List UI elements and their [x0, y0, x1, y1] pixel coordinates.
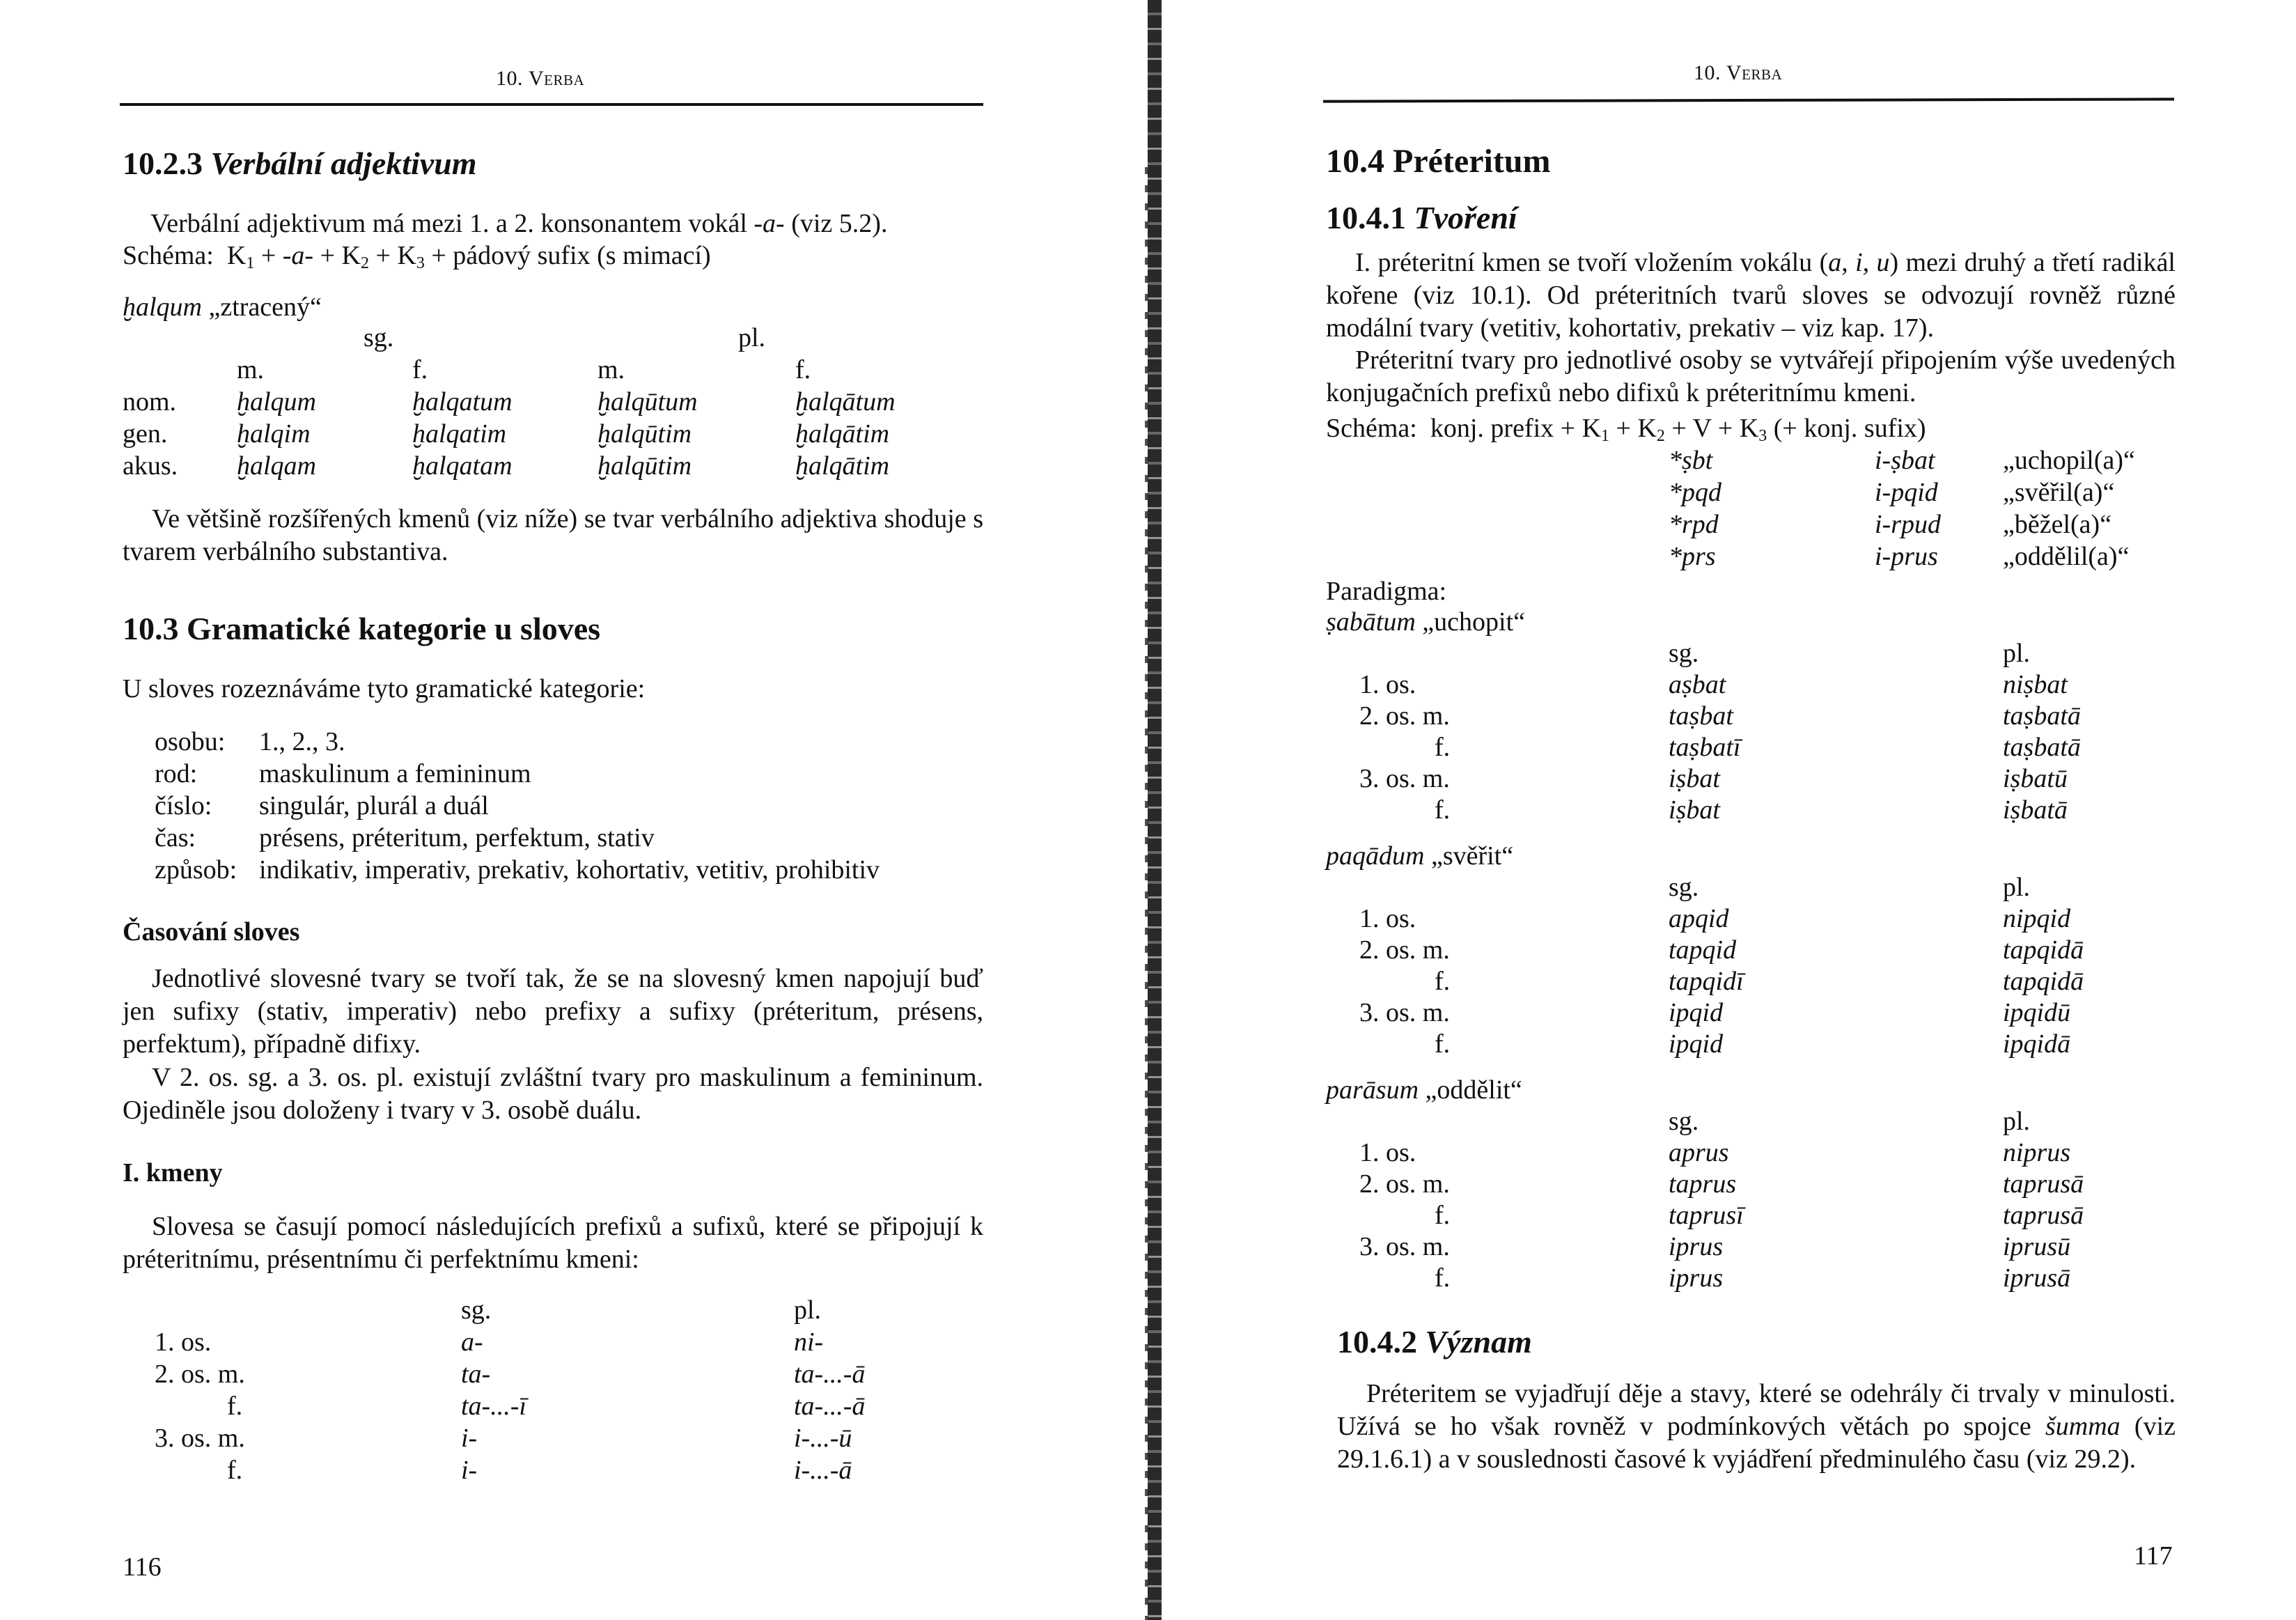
formula-part: + K	[368, 241, 416, 270]
paradigm-heading	[1326, 1074, 1522, 1106]
table-cell: taṣbatā	[2003, 733, 2081, 762]
formula-part: + pádový sufix (s mimací)	[424, 241, 711, 270]
table-cell: ḫalqatim	[412, 419, 507, 449]
category-value: maskulinum a femininum	[259, 759, 531, 788]
chapter-title: Verba	[529, 67, 585, 90]
root: *prs	[1669, 542, 1716, 571]
person-label: 3. os. m.	[1359, 998, 1450, 1027]
heading-title: Verbální adjektivum	[210, 146, 477, 181]
para-italic: a, i, u	[1828, 248, 1890, 277]
chapter-number: 10.	[496, 67, 523, 90]
table-cell: iprusā	[2003, 1263, 2071, 1293]
person-label: 1. os.	[155, 1327, 212, 1357]
heading-10-4-1	[1326, 199, 1517, 236]
person-label: 3. os. m.	[155, 1424, 245, 1453]
case-label: gen.	[123, 419, 168, 449]
subscript: 1	[246, 254, 255, 272]
person-label: 1. os.	[1359, 904, 1416, 933]
table-cell: tapqid	[1669, 935, 1737, 965]
category-label: čas:	[155, 823, 196, 852]
table-cell: niprus	[2003, 1138, 2071, 1167]
formula-part: + V + K	[1664, 414, 1759, 443]
table-cell: tapqidā	[2003, 967, 2084, 996]
para-text: ) mezi druhý a třetí radikál kořene (viz 10.1). Od préteritních tvarů sloves se odvozují rovněž různé modální tvary (vetitiv, kohortativ, prekativ – viz kap. 17).	[1326, 248, 2176, 343]
heading-number: 10.4.2	[1337, 1324, 1417, 1360]
category-label: rod:	[155, 759, 198, 788]
subscript: 1	[1601, 427, 1610, 445]
para-text: Préteritní tvary pro jednotlivé osoby se vytvářejí připojením výše uvedených konjugačních prefixů nebo difixů k préteritnímu kmeni.	[1326, 345, 2176, 407]
person-label: 3. os. m.	[1359, 1232, 1450, 1261]
para-text: Ve většině rozšířených kmenů (viz níže) se tvar verbálního adjektiva shoduje s tvarem verbálního substantiva.	[123, 504, 983, 566]
heading-title: Gramatické kategorie u sloves	[187, 611, 601, 646]
table-cell: ḫalqātim	[795, 451, 890, 481]
paradigm-gloss: „svěřit“	[1430, 841, 1514, 871]
para-text: (viz 5.2).	[791, 209, 888, 238]
col-head-pl: pl.	[2003, 639, 2031, 668]
gender-head: m.	[237, 355, 265, 384]
formula-part: (+ konj. sufix)	[1767, 414, 1926, 443]
table-cell: tapqidī	[1669, 967, 1744, 996]
para-text: Préteritem se vyjadřují děje a stavy, které se odehrály či trvaly v minulosti. Užívá se ho však rovněž v podmínkových větách po spojce	[1337, 1379, 2176, 1441]
table-cell: apqid	[1669, 904, 1729, 933]
schema-line	[1326, 412, 1926, 444]
page-number: 116	[123, 1552, 162, 1582]
heading-10-4	[1326, 142, 1551, 180]
subscript: 3	[1758, 427, 1767, 445]
person-label: f.	[227, 1392, 243, 1421]
formula-part: konj. prefix + K	[1430, 414, 1602, 443]
person-label: f.	[1435, 1263, 1451, 1293]
table-cell: taprus	[1669, 1169, 1737, 1199]
example-word: ḫalqum	[123, 293, 202, 322]
category-label: osobu:	[155, 727, 226, 756]
category-label: číslo:	[155, 791, 212, 820]
table-cell: aṣbat	[1669, 670, 1726, 699]
heading-10-4-2	[1337, 1323, 1532, 1360]
root-gloss: „svěřil(a)“	[2003, 478, 2115, 507]
table-cell: ḫalqūtum	[598, 387, 698, 416]
person-label: f.	[1435, 1201, 1451, 1230]
schema-label: Schéma:	[1326, 414, 1417, 443]
table-cell: aprus	[1669, 1138, 1729, 1167]
formula-part: -a-	[282, 241, 314, 270]
heading-number: 10.3	[123, 611, 179, 646]
heading-number: 10.4.1	[1326, 200, 1406, 235]
table-cell: iṣbatā	[2003, 795, 2068, 825]
table-cell: taṣbatā	[2003, 701, 2081, 731]
subscript: 2	[360, 254, 369, 272]
categories-intro: U sloves rozeznáváme tyto gramatické kategorie:	[123, 674, 646, 703]
table-cell: ta-	[461, 1360, 491, 1389]
gender-head: f.	[412, 355, 428, 384]
chapter-title: Verba	[1726, 61, 1783, 84]
paragraph-formation-1	[1326, 247, 2176, 345]
paradigm-gloss: „uchopit“	[1422, 607, 1526, 637]
person-label: 2. os. m.	[1359, 701, 1450, 731]
person-label: f.	[1435, 733, 1451, 762]
subscript: 2	[1656, 427, 1665, 445]
table-cell: i-	[461, 1456, 478, 1485]
subscript: 3	[416, 254, 425, 272]
table-cell: i-...-ū	[794, 1424, 852, 1453]
person-label: f.	[227, 1456, 243, 1485]
example-gloss: „ztracený“	[208, 293, 322, 322]
table-cell: i-...-ā	[794, 1456, 852, 1485]
subheading-stems: I. kmeny	[123, 1158, 223, 1187]
table-cell: ta-...-ā	[794, 1360, 866, 1389]
table-cell: iṣbatū	[2003, 764, 2068, 793]
table-cell: i-	[461, 1424, 478, 1453]
subheading-conjugation: Časování sloves	[123, 917, 300, 947]
root-gloss: „oddělil(a)“	[2003, 542, 2130, 571]
heading-number: 10.4	[1326, 143, 1384, 180]
formula-part: + K	[313, 241, 361, 270]
table-cell: ḫalqātum	[795, 387, 896, 416]
table-cell: ḫalqūtim	[598, 419, 692, 449]
person-label: 3. os. m.	[1359, 764, 1450, 793]
person-label: f.	[1435, 1029, 1451, 1059]
table-cell: ḫalqatam	[412, 451, 513, 481]
heading-title: Tvoření	[1414, 200, 1517, 235]
person-label: 1. os.	[1359, 670, 1416, 699]
table-cell: ipqid	[1669, 1029, 1724, 1059]
root-form: i-prus	[1875, 542, 1938, 571]
col-head-pl: pl.	[794, 1295, 822, 1325]
table-cell: niṣbat	[2003, 670, 2068, 699]
root: *pqd	[1669, 478, 1721, 507]
para-text: Slovesa se časují pomocí následujících prefixů a sufixů, které se připojují k préteritnímu, présentnímu či perfektnímu kmeni:	[123, 1212, 983, 1274]
paradigm-label: Paradigma:	[1326, 577, 1447, 606]
category-value: présens, préteritum, perfektum, stativ	[259, 823, 655, 852]
table-cell: ipqidū	[2003, 998, 2071, 1027]
para-text: Verbální adjektivum má mezi 1. a 2. konsonantem vokál	[150, 209, 747, 238]
paradigm-heading	[1326, 606, 1525, 638]
person-label: 1. os.	[1359, 1138, 1416, 1167]
col-head-pl: pl.	[2003, 873, 2031, 902]
table-cell: ḫalqātim	[795, 419, 890, 449]
formula-part: + K	[1609, 414, 1657, 443]
table-cell: ta-...-ī	[461, 1392, 526, 1421]
heading-title: Význam	[1425, 1324, 1532, 1360]
person-label: f.	[1435, 967, 1451, 996]
table-cell: ḫalqum	[237, 387, 316, 416]
table-cell: iprusū	[2003, 1232, 2071, 1261]
table-cell: taprusā	[2003, 1201, 2084, 1230]
person-label: f.	[1435, 795, 1451, 825]
formula-part: K	[226, 241, 247, 270]
col-head-sg: sg.	[1669, 1107, 1699, 1136]
root-gloss: „běžel(a)“	[2003, 510, 2112, 539]
category-value: indikativ, imperativ, prekativ, kohortativ, vetitiv, prohibitiv	[259, 855, 880, 885]
root-form: i-ṣbat	[1875, 446, 1935, 475]
table-cell: tapqidā	[2003, 935, 2084, 965]
formula-part: +	[254, 241, 283, 270]
para-italic: šumma	[2045, 1412, 2121, 1441]
paradigm-word: parāsum	[1326, 1075, 1419, 1105]
table-cell: iprus	[1669, 1263, 1724, 1293]
para-text: Jednotlivé slovesné tvary se tvoří tak, že se na slovesný kmen napojují buď jen sufixy (stativ, imperativ) nebo prefixy a sufixy (préteritum, présens, perfektum), případně difixy.	[123, 964, 983, 1059]
chapter-number: 10.	[1694, 61, 1721, 84]
table-cell: ipqid	[1669, 998, 1724, 1027]
table-cell: a-	[461, 1327, 483, 1357]
table-cell: taprusī	[1669, 1201, 1744, 1230]
para-text: V 2. os. sg. a 3. os. pl. existují zvláštní tvary pro maskulinum a femininum. Ojediněle jsou doloženy i tvary v 3. osobě duálu.	[123, 1063, 983, 1125]
gender-head: m.	[598, 355, 625, 384]
root: *rpd	[1669, 510, 1719, 539]
col-head-sg: sg.	[364, 323, 394, 352]
para-text: I. préteritní kmen se tvoří vložením vokálu (	[1355, 248, 1829, 277]
col-head-sg: sg.	[461, 1295, 492, 1325]
table-cell: iṣbat	[1669, 795, 1720, 825]
person-label: 2. os. m.	[155, 1360, 245, 1389]
category-value: 1., 2., 3.	[259, 727, 345, 756]
table-cell: taṣbatī	[1669, 733, 1741, 762]
page-number: 117	[2134, 1541, 2173, 1571]
gender-head: f.	[795, 355, 811, 384]
table-cell: iṣbat	[1669, 764, 1720, 793]
col-head-sg: sg.	[1669, 873, 1699, 902]
table-cell: taṣbat	[1669, 701, 1733, 731]
paragraph-meaning	[1337, 1378, 2176, 1476]
paradigm-word: paqādum	[1326, 841, 1425, 871]
case-label: nom.	[123, 387, 177, 416]
case-label: akus.	[123, 451, 178, 481]
col-head-sg: sg.	[1669, 639, 1699, 668]
schema-label: Schéma:	[123, 241, 214, 270]
para-italic: -a-	[753, 209, 785, 238]
table-cell: ta-...-ā	[794, 1392, 866, 1421]
paradigm-gloss: „oddělit“	[1425, 1075, 1522, 1105]
paragraph-formation-2	[1326, 344, 2176, 410]
root-form: i-pqid	[1875, 478, 1938, 507]
table-cell: ipqidā	[2003, 1029, 2071, 1059]
category-value: singulár, plurál a duál	[259, 791, 489, 820]
paradigm-word: ṣabātum	[1326, 607, 1416, 637]
running-head	[1694, 61, 1782, 85]
table-cell: ḫalqūtim	[598, 451, 692, 481]
person-label: 2. os. m.	[1359, 1169, 1450, 1199]
heading-title: Préteritum	[1393, 143, 1551, 180]
root-form: i-rpud	[1875, 510, 1941, 539]
root-gloss: „uchopil(a)“	[2003, 446, 2135, 475]
para-text: (viz 29.1.6.1) a v souslednosti časové k vyjádření předminulého času (viz 29.2).	[1337, 1412, 2176, 1474]
heading-number: 10.2.3	[123, 146, 203, 181]
table-cell: ḫalqam	[237, 451, 316, 481]
table-cell: ḫalqim	[237, 419, 311, 449]
table-cell: ni-	[794, 1327, 824, 1357]
col-head-pl: pl.	[738, 323, 766, 352]
person-label: 2. os. m.	[1359, 935, 1450, 965]
col-head-pl: pl.	[2003, 1107, 2031, 1136]
table-cell: nipqid	[2003, 904, 2071, 933]
header-rule	[1323, 98, 2174, 102]
root: *ṣbt	[1669, 446, 1713, 475]
category-label: způsob:	[155, 855, 237, 885]
table-cell: iprus	[1669, 1232, 1724, 1261]
table-cell: taprusā	[2003, 1169, 2084, 1199]
table-cell: ḫalqatum	[412, 387, 513, 416]
paradigm-heading	[1326, 840, 1513, 872]
